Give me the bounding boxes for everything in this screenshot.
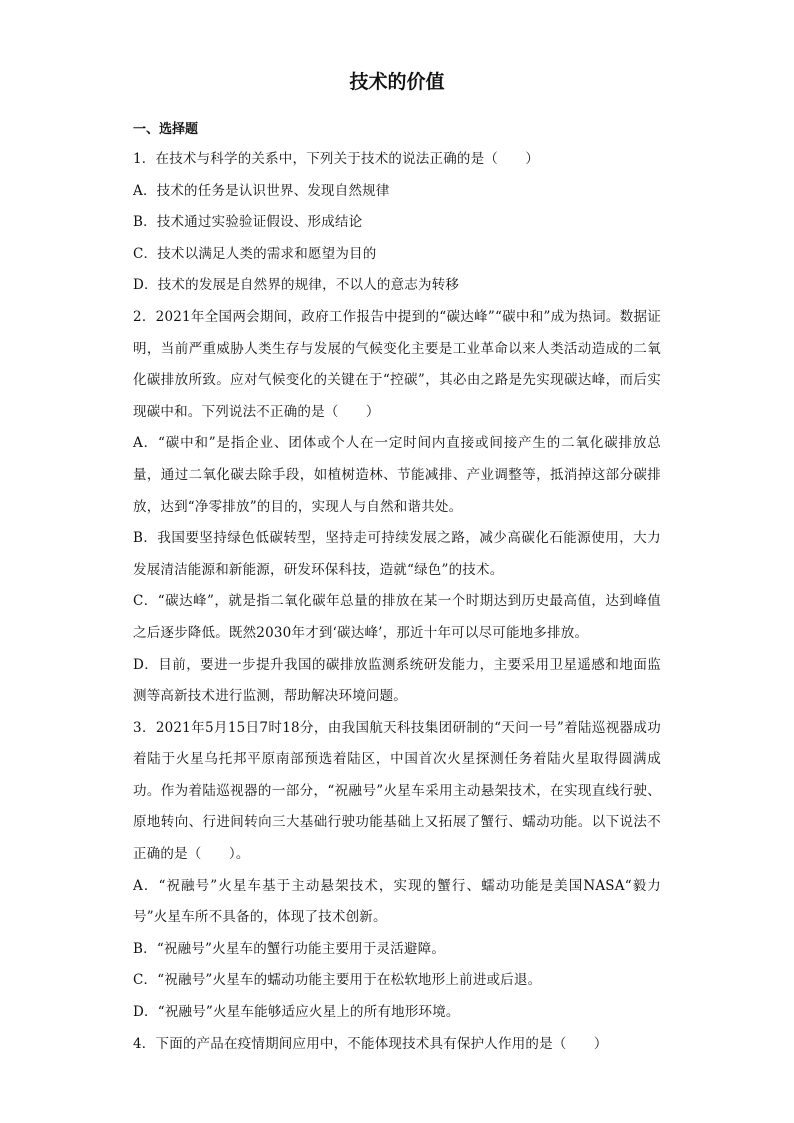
question-2-option-d: D．目前，要进一步提升我国的碳排放监测系统研发能力，主要采用卫星遥感和地面监测等高新技术进行监测，帮助解决环境问题。 [133, 656, 661, 705]
question-3-option-d: D．“祝融号”火星车能够适应火星上的所有地形环境。 [133, 1004, 460, 1021]
question-3-stem: 3．2021年5月15日7时18分，由我国航天科技集团研制的“天问一号”着陆巡视器成功着陆于火星乌托邦平原南部预选着陆区，中国首次火星探测任务着陆火星取得圆满成功。作为着陆巡视器的一部分，“祝融号”火星车采用主动悬架技术，在实现直线行驶、原地转向、行进间转向三大基础行驶功能基础上又拓展了蟹行、蠕动功能。以下说法不正确的是（ ）。 [133, 719, 661, 863]
question-1-option-c: C．技术以满足人类的需求和愿望为目的 [133, 245, 377, 262]
question-2-option-b: B．我国要坚持绿色低碳转型，坚持走可持续发展之路，减少高碳化石能源使用，大力发展清洁能源和新能源，研发环保科技，造就“绿色”的技术。 [133, 530, 661, 578]
question-4-stem: 4．下面的产品在疫情期间应用中，不能体现技术具有保护人作用的是（ ） [133, 1035, 608, 1052]
question-3-option-c: C．“祝融号”火星车的蠕动功能主要用于在松软地形上前进或后退。 [133, 972, 542, 989]
question-1-option-d: D．技术的发展是自然界的规律，不以人的意志为转移 [133, 277, 460, 294]
question-1-option-a: A．技术的任务是认识世界、发现自然规律 [133, 182, 390, 199]
question-3-option-a: A．“祝融号”火星车基于主动悬架技术，实现的蟹行、蠕动功能是美国NASA“毅力号”火星车所不具备的，体现了技术创新。 [133, 877, 661, 926]
question-1 [133, 144, 661, 302]
question-2 [133, 302, 661, 713]
question-3-option-b: B．“祝融号”火星车的蟹行功能主要用于灵活避障。 [133, 940, 446, 957]
question-2-option-c: C．“碳达峰”，就是指二氧化碳年总量的排放在某一个时期达到历史最高值，达到峰值之后逐步降低。既然2030年才到‘碳达峰’，那近十年可以尽可能地多排放。 [133, 593, 661, 641]
question-3 [133, 713, 661, 1029]
page-title: 技术的价值 [349, 71, 445, 93]
question-4 [133, 1029, 661, 1061]
section-heading: 一、选择题 [133, 122, 199, 137]
question-1-option-b: B．技术通过实验验证假设、形成结论 [133, 214, 363, 231]
question-2-option-a: A．“碳中和”是指企业、团体或个人在一定时间内直接或间接产生的二氧化碳排放总量，通过二氧化碳去除手段，如植树造林、节能减排、产业调整等，抵消掉这部分碳排放，达到“净零排放”的目的，实现人与自然和谐共处。 [133, 435, 661, 515]
question-1-stem: 1．在技术与科学的关系中，下列关于技术的说法正确的是（ ） [133, 151, 540, 167]
question-2-stem: 2．2021年全国两会期间，政府工作报告中提到的“碳达峰”“碳中和”成为热词。数据证明，当前严重威胁人类生存与发展的气候变化主要是工业革命以来人类活动造成的二氧化碳排放所致。应对气候变化的关键在于“控碳”，其必由之路是先实现碳达峰，而后实现碳中和。下列说法不正确的是（ ） [133, 308, 661, 420]
